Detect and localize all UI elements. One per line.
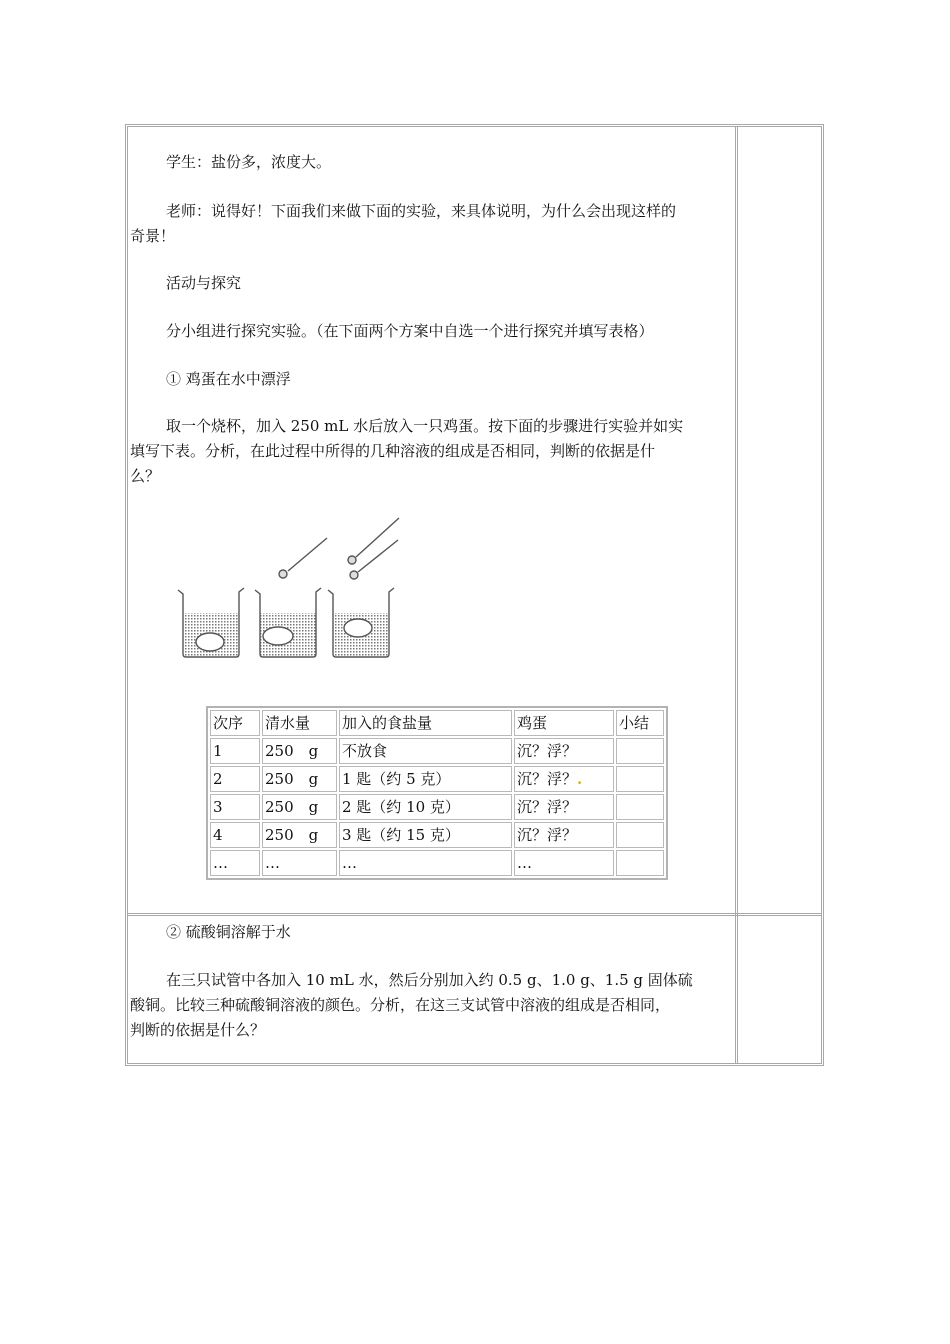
table-row — [210, 766, 664, 792]
table-cell: 250 g — [262, 738, 337, 764]
table-cell: … — [262, 850, 337, 876]
table-cell — [616, 822, 664, 848]
table-cell: 3 — [210, 794, 260, 820]
header-cell: 清水量 — [262, 710, 337, 736]
experiment-1-title: ① 鸡蛋在水中漂浮 — [166, 370, 291, 388]
column-divider — [735, 126, 738, 1064]
beaker-diagram — [170, 510, 420, 662]
table-cell — [616, 766, 664, 792]
egg-experiment-table — [206, 706, 668, 880]
experiment-1-desc-line1: 取一个烧杯，加入 250 mL 水后放入一只鸡蛋。按下面的步骤进行实验并如实 — [166, 417, 684, 435]
beaker-1 — [178, 588, 244, 657]
table-cell: 不放食 — [339, 738, 512, 764]
table-cell: 250 g — [262, 794, 337, 820]
table-cell: 沉？浮？ — [514, 822, 614, 848]
egg-result-text: 沉？浮？ — [517, 770, 578, 788]
table-cell — [616, 850, 664, 876]
experiment-2-desc-line1: 在三只试管中各加入 10 mL 水，然后分别加入约 0.5 g、1.0 g、1.5 g 固体硫 — [166, 971, 693, 989]
marker-dot: . — [577, 770, 583, 788]
beaker-3 — [328, 518, 399, 657]
table-row — [210, 794, 664, 820]
experiment-2-title: ② 硫酸铜溶解于水 — [166, 923, 291, 941]
table-row — [210, 850, 664, 876]
table-cell: 1 — [210, 738, 260, 764]
header-cell: 次序 — [210, 710, 260, 736]
experiment-2-desc-line2: 酸铜。比较三种硫酸铜溶液的颜色。分析，在这三支试管中溶液的组成是否相同， — [130, 996, 671, 1014]
experiment-1-desc-line3: 么？ — [130, 467, 161, 485]
table-cell: … — [210, 850, 260, 876]
table-cell: 2 — [210, 766, 260, 792]
paragraph-teacher-line2: 奇景！ — [130, 227, 176, 245]
table-cell: 沉？浮？ — [514, 738, 614, 764]
experiment-1-desc-line2: 填写下表。分析，在此过程中所得的几种溶液的组成是否相同，判断的依据是什 — [130, 442, 656, 460]
table-row — [210, 738, 664, 764]
paragraph-teacher-line1: 老师：说得好！下面我们来做下面的实验，来具体说明，为什么会出现这样的 — [166, 202, 677, 220]
paragraph-student-answer: 学生：盐份多，浓度大。 — [166, 153, 332, 171]
beaker-2 — [255, 538, 327, 657]
table-cell — [616, 794, 664, 820]
table-cell — [616, 738, 664, 764]
paragraph-group-experiment: 分小组进行探究实验。（在下面两个方案中自选一个进行探究并填写表格） — [166, 322, 654, 340]
header-cell: 小结 — [616, 710, 664, 736]
table-row — [210, 822, 664, 848]
table-cell — [514, 766, 614, 792]
table-cell: 250 g — [262, 822, 337, 848]
table-cell: 250 g — [262, 766, 337, 792]
header-cell: 加入的食盐量 — [339, 710, 512, 736]
section-heading: 活动与探究 — [166, 274, 242, 292]
table-header-row — [210, 710, 664, 736]
table-cell: 3 匙（约 15 克） — [339, 822, 512, 848]
table-cell: … — [514, 850, 614, 876]
table-cell: 1 匙（约 5 克） — [339, 766, 512, 792]
table-cell: 2 匙（约 10 克） — [339, 794, 512, 820]
header-cell: 鸡蛋 — [514, 710, 614, 736]
row-divider — [127, 913, 822, 916]
table-cell: 4 — [210, 822, 260, 848]
experiment-2-desc-line3: 判断的依据是什么？ — [130, 1021, 266, 1039]
table-cell: … — [339, 850, 512, 876]
table-cell: 沉？浮？ — [514, 794, 614, 820]
